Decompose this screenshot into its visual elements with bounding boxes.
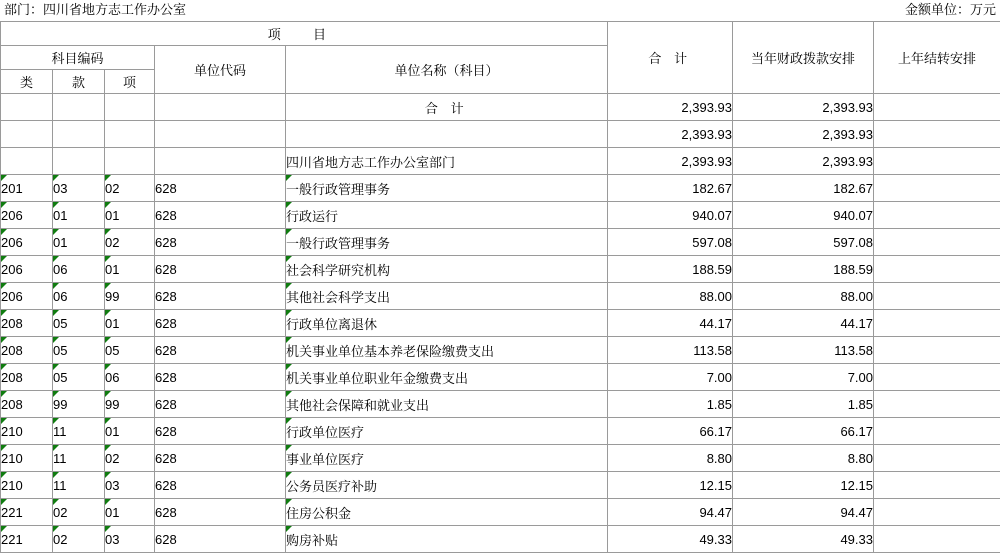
header-section: 款 [53, 70, 105, 94]
cell-unit-code: 628 [155, 256, 286, 283]
cell-class [1, 148, 53, 175]
cell-section: 05 [53, 337, 105, 364]
cell-item: 02 [105, 229, 155, 256]
amount-unit-label: 金额单位：万元 [905, 2, 996, 18]
cell-unit-name: 行政单位医疗 [286, 418, 608, 445]
cell-prior-year-carryover [874, 121, 1000, 148]
cell-unit-code: 628 [155, 337, 286, 364]
cell-item: 02 [105, 175, 155, 202]
cell-class: 206 [1, 283, 53, 310]
cell-current-year-fiscal: 113.58 [733, 337, 874, 364]
header-item: 项 [105, 70, 155, 94]
cell-total: 113.58 [608, 337, 733, 364]
cell-current-year-fiscal: 182.67 [733, 175, 874, 202]
table-header-row-1 [1, 22, 1000, 46]
cell-section: 99 [53, 391, 105, 418]
table-row [1, 256, 1000, 283]
cell-unit-name: 一般行政管理事务 [286, 229, 608, 256]
cell-total: 7.00 [608, 364, 733, 391]
table-row [1, 94, 1000, 121]
cell-unit-code [155, 148, 286, 175]
cell-section: 03 [53, 175, 105, 202]
cell-unit-code: 628 [155, 283, 286, 310]
table-row [1, 472, 1000, 499]
cell-section: 02 [53, 526, 105, 553]
cell-class: 208 [1, 391, 53, 418]
cell-section [53, 121, 105, 148]
cell-class: 206 [1, 202, 53, 229]
cell-unit-code: 628 [155, 445, 286, 472]
cell-unit-code: 628 [155, 526, 286, 553]
cell-total: 49.33 [608, 526, 733, 553]
cell-class [1, 121, 53, 148]
cell-unit-name: 其他社会保障和就业支出 [286, 391, 608, 418]
cell-item: 03 [105, 526, 155, 553]
cell-unit-code: 628 [155, 310, 286, 337]
header-unit-code: 单位代码 [155, 46, 286, 94]
cell-section [53, 94, 105, 121]
table-row [1, 391, 1000, 418]
cell-unit-name: 社会科学研究机构 [286, 256, 608, 283]
cell-prior-year-carryover [874, 256, 1000, 283]
cell-total: 1.85 [608, 391, 733, 418]
cell-current-year-fiscal: 49.33 [733, 526, 874, 553]
cell-prior-year-carryover [874, 526, 1000, 553]
cell-prior-year-carryover [874, 229, 1000, 256]
cell-prior-year-carryover [874, 175, 1000, 202]
cell-unit-name: 事业单位医疗 [286, 445, 608, 472]
cell-current-year-fiscal: 2,393.93 [733, 121, 874, 148]
cell-prior-year-carryover [874, 283, 1000, 310]
cell-unit-name: 四川省地方志工作办公室部门 [286, 148, 608, 175]
cell-current-year-fiscal: 66.17 [733, 418, 874, 445]
table-row [1, 202, 1000, 229]
cell-unit-name: 住房公积金 [286, 499, 608, 526]
cell-total: 940.07 [608, 202, 733, 229]
cell-item [105, 148, 155, 175]
cell-item: 01 [105, 202, 155, 229]
cell-total: 2,393.93 [608, 94, 733, 121]
cell-prior-year-carryover [874, 337, 1000, 364]
table-body [1, 94, 1000, 553]
cell-total: 94.47 [608, 499, 733, 526]
cell-section: 06 [53, 283, 105, 310]
cell-total: 2,393.93 [608, 121, 733, 148]
cell-current-year-fiscal: 8.80 [733, 445, 874, 472]
cell-unit-code [155, 94, 286, 121]
table-row [1, 310, 1000, 337]
cell-current-year-fiscal: 94.47 [733, 499, 874, 526]
cell-class: 201 [1, 175, 53, 202]
cell-item: 01 [105, 310, 155, 337]
cell-section [53, 148, 105, 175]
cell-prior-year-carryover [874, 310, 1000, 337]
table-row [1, 229, 1000, 256]
table-row [1, 445, 1000, 472]
cell-prior-year-carryover [874, 472, 1000, 499]
cell-item: 99 [105, 283, 155, 310]
header-code-group: 科目编码 [1, 46, 155, 70]
cell-current-year-fiscal: 188.59 [733, 256, 874, 283]
cell-current-year-fiscal: 12.15 [733, 472, 874, 499]
cell-unit-code: 628 [155, 364, 286, 391]
cell-item: 02 [105, 445, 155, 472]
budget-table [0, 21, 1000, 553]
table-row [1, 283, 1000, 310]
cell-item: 01 [105, 256, 155, 283]
department-label: 部门：四川省地方志工作办公室 [4, 2, 186, 18]
cell-prior-year-carryover [874, 391, 1000, 418]
cell-class: 210 [1, 445, 53, 472]
cell-prior-year-carryover [874, 148, 1000, 175]
cell-class: 221 [1, 499, 53, 526]
header-class: 类 [1, 70, 53, 94]
cell-item: 03 [105, 472, 155, 499]
cell-class [1, 94, 53, 121]
cell-unit-name: 行政单位离退休 [286, 310, 608, 337]
cell-section: 01 [53, 202, 105, 229]
cell-class: 208 [1, 364, 53, 391]
cell-item: 05 [105, 337, 155, 364]
cell-section: 02 [53, 499, 105, 526]
cell-current-year-fiscal: 2,393.93 [733, 148, 874, 175]
cell-unit-code: 628 [155, 472, 286, 499]
cell-prior-year-carryover [874, 445, 1000, 472]
cell-total: 8.80 [608, 445, 733, 472]
header-item-group: 项 目 [1, 22, 608, 46]
cell-item: 06 [105, 364, 155, 391]
cell-unit-name: 机关事业单位基本养老保险缴费支出 [286, 337, 608, 364]
cell-section: 11 [53, 445, 105, 472]
cell-item: 99 [105, 391, 155, 418]
cell-item [105, 121, 155, 148]
cell-total: 597.08 [608, 229, 733, 256]
cell-current-year-fiscal: 597.08 [733, 229, 874, 256]
header-current-year-fiscal: 当年财政拨款安排 [733, 22, 874, 94]
header-unit-name: 单位名称（科目） [286, 46, 608, 94]
cell-current-year-fiscal: 88.00 [733, 283, 874, 310]
cell-unit-name: 一般行政管理事务 [286, 175, 608, 202]
cell-unit-name: 合 计 [286, 94, 608, 121]
cell-unit-code: 628 [155, 175, 286, 202]
cell-unit-code [155, 121, 286, 148]
cell-class: 221 [1, 526, 53, 553]
cell-current-year-fiscal: 2,393.93 [733, 94, 874, 121]
cell-unit-name: 机关事业单位职业年金缴费支出 [286, 364, 608, 391]
table-row [1, 499, 1000, 526]
cell-unit-name [286, 121, 608, 148]
cell-unit-code: 628 [155, 391, 286, 418]
cell-class: 206 [1, 256, 53, 283]
cell-prior-year-carryover [874, 202, 1000, 229]
cell-prior-year-carryover [874, 418, 1000, 445]
header-prior-year-carryover: 上年结转安排 [874, 22, 1000, 94]
cell-item: 01 [105, 418, 155, 445]
cell-section: 05 [53, 364, 105, 391]
table-row [1, 526, 1000, 553]
header-total: 合 计 [608, 22, 733, 94]
cell-class: 206 [1, 229, 53, 256]
cell-total: 2,393.93 [608, 148, 733, 175]
cell-unit-name: 购房补贴 [286, 526, 608, 553]
cell-class: 208 [1, 310, 53, 337]
cell-unit-code: 628 [155, 418, 286, 445]
cell-section: 05 [53, 310, 105, 337]
cell-class: 208 [1, 337, 53, 364]
cell-total: 88.00 [608, 283, 733, 310]
cell-total: 188.59 [608, 256, 733, 283]
cell-unit-code: 628 [155, 499, 286, 526]
cell-unit-code: 628 [155, 202, 286, 229]
cell-prior-year-carryover [874, 499, 1000, 526]
table-row [1, 148, 1000, 175]
cell-total: 182.67 [608, 175, 733, 202]
cell-prior-year-carryover [874, 364, 1000, 391]
cell-unit-code: 628 [155, 229, 286, 256]
cell-total: 66.17 [608, 418, 733, 445]
cell-current-year-fiscal: 44.17 [733, 310, 874, 337]
cell-item [105, 94, 155, 121]
table-row [1, 364, 1000, 391]
cell-class: 210 [1, 418, 53, 445]
cell-total: 44.17 [608, 310, 733, 337]
table-row [1, 121, 1000, 148]
cell-class: 210 [1, 472, 53, 499]
document-topbar [0, 0, 1000, 21]
cell-unit-name: 公务员医疗补助 [286, 472, 608, 499]
cell-section: 06 [53, 256, 105, 283]
cell-prior-year-carryover [874, 94, 1000, 121]
cell-section: 01 [53, 229, 105, 256]
cell-section: 11 [53, 472, 105, 499]
cell-item: 01 [105, 499, 155, 526]
table-row [1, 418, 1000, 445]
cell-current-year-fiscal: 7.00 [733, 364, 874, 391]
cell-current-year-fiscal: 940.07 [733, 202, 874, 229]
table-row [1, 337, 1000, 364]
cell-unit-name: 行政运行 [286, 202, 608, 229]
cell-total: 12.15 [608, 472, 733, 499]
cell-section: 11 [53, 418, 105, 445]
cell-current-year-fiscal: 1.85 [733, 391, 874, 418]
cell-unit-name: 其他社会科学支出 [286, 283, 608, 310]
table-row [1, 175, 1000, 202]
